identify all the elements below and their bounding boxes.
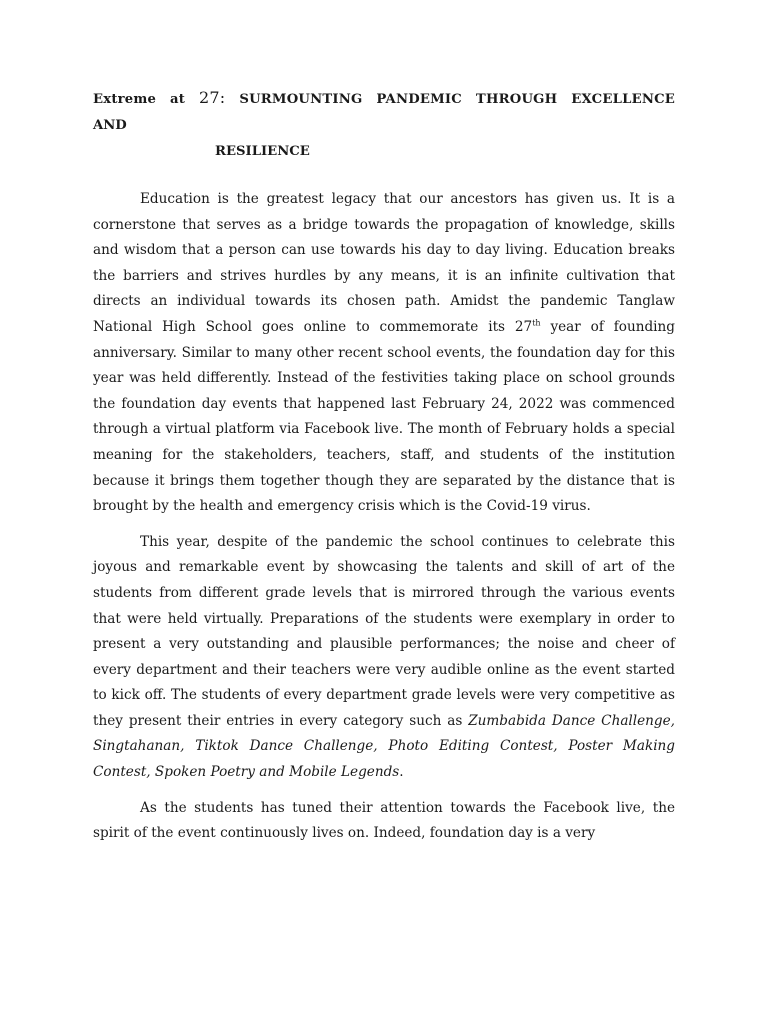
title-lead: Extreme at bbox=[93, 92, 186, 107]
ordinal-suffix: th bbox=[532, 318, 541, 328]
paragraph-2-part1: This year, despite of the pandemic the school continues to celebrate this joyous and remarkable event by showcasing the talents and skill of art of the students from different grade levels that is mirrored through the various events that were held virtually. Preparations of the students were exemplary in order to present a very outstanding and plausible performances; the noise and cheer of every department and their teachers were very audible online as the event started to kick off. The students of every department grade levels were very competitive as they present their entries in every category such as bbox=[93, 533, 675, 729]
document-page bbox=[93, 85, 675, 847]
paragraph-2-part2: . bbox=[399, 764, 404, 781]
title-line-resilience: RESILIENCE bbox=[215, 144, 310, 159]
title-line-and: AND bbox=[93, 118, 127, 133]
paragraph-1 bbox=[93, 187, 675, 520]
document-title bbox=[93, 85, 675, 113]
paragraph-3: As the students has tuned their attention towards the Facebook live, the spirit of the event continuously lives on. Indeed, foundation day is a very bbox=[93, 799, 675, 842]
paragraph-2 bbox=[93, 530, 675, 786]
paragraph-1-part2: year of founding anniversary. Similar to many other recent school events, the foundation day for this year was held differently. Instead of the festivities taking place on school grounds the foundation day events that happened last February 24, 2022 was commenced through a virtual platform via Facebook live. The month of February holds a special meaning for the stakeholders, teachers, staff, and students of the institution because it brings them together though they are separated by the distance that is brought by the health and emergency crisis which is the Covid-19 virus. bbox=[93, 318, 675, 515]
event-list: Zumbabida Dance Challenge, Singtahanan, Tiktok Dance Challenge, Photo Editing Contest, Poster Making Contest, Spoken Poetry and Mobile Legends bbox=[93, 712, 675, 781]
title-main: SURMOUNTING PANDEMIC THROUGH EXCELLENCE bbox=[239, 92, 676, 107]
paragraph-1-part1: Education is the greatest legacy that our ancestors has given us. It is a cornerstone that serves as a bridge towards the propagation of knowledge, skills and wisdom that a person can use towards his day to day living. Education breaks the barriers and strives hurdles by any means, it is an infinite cultivation that directs an individual towards its chosen path. Amidst the pandemic Tanglaw National High School goes online to commemorate its 27 bbox=[93, 191, 675, 335]
title-number: 27: bbox=[199, 88, 226, 107]
